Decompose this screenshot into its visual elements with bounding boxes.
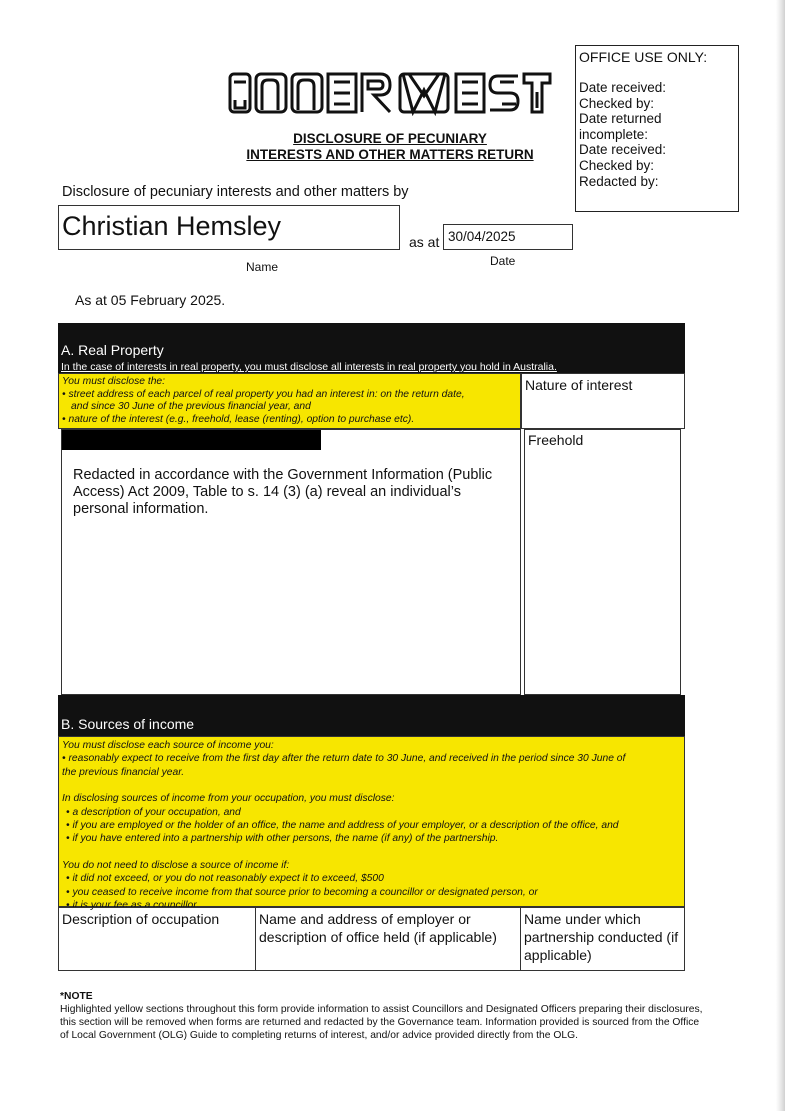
guidance-line: • reasonably expect to receive from the first day after the return date to 30 June, and received in the period since 30 June of <box>62 753 626 765</box>
income-table-header <box>58 907 685 971</box>
section-b-guidance <box>58 736 685 912</box>
inner-west-logo <box>228 70 553 116</box>
guidance-line: • street address of each parcel of real property you had an interest in: on the return date, <box>62 388 465 400</box>
office-use-list <box>579 80 666 189</box>
name-label: Name <box>246 260 279 274</box>
form-title-line2: INTERESTS AND OTHER MATTERS RETURN <box>246 147 534 162</box>
guidance-line: You must disclose the: <box>62 376 166 387</box>
section-a-subtitle: In the case of interests in real property, you must disclose all interests in real property you hold in Australia. <box>61 361 557 373</box>
redaction-note: Redacted in accordance with the Government Information (Public Access) Act 2009, Table to s. 14 (3) (a) reveal an individual’s personal information. <box>73 467 493 517</box>
section-b-header <box>58 695 685 736</box>
date-label: Date <box>490 254 516 268</box>
intro-text: Disclosure of pecuniary interests and other matters by <box>62 184 409 200</box>
office-item: Checked by: <box>579 95 655 111</box>
occupation-column-header: Description of occupation <box>59 908 256 970</box>
partnership-column-header: Name under which partnership conducted (if applicable) <box>524 911 679 963</box>
form-title <box>180 131 600 163</box>
office-use-heading: OFFICE USE ONLY: <box>579 49 708 65</box>
guidance-line: You must disclose each source of income you: <box>62 740 274 751</box>
section-a-header <box>58 323 685 373</box>
section-a-guidance <box>58 373 521 429</box>
employer-column-header: Name and address of employer or description of office held (if applicable) <box>256 908 521 970</box>
as-of-date-text: As at 05 February 2025. <box>75 292 226 308</box>
as-at-label: as at <box>409 234 440 250</box>
form-title-line1: DISCLOSURE OF PECUNIARY <box>293 131 487 146</box>
office-use-box <box>575 45 739 212</box>
date-field[interactable] <box>443 224 573 250</box>
nature-of-interest-value: Freehold <box>528 432 584 448</box>
guidance-line: • nature of the interest (e.g., freehold, lease (renting), option to purchase etc). <box>62 413 415 425</box>
guidance-line: • if you have entered into a partnership with other persons, the name (if any) of the partnership. <box>66 833 499 845</box>
guidance-line: • a description of your occupation, and <box>66 806 241 818</box>
guidance-line: • it did not exceed, or you do not reasonably expect it to exceed, $500 <box>66 873 384 885</box>
logo-text: INNER WEST <box>228 70 235 71</box>
nature-of-interest-box[interactable] <box>524 429 681 695</box>
guidance-line: the previous financial year. <box>62 766 185 778</box>
redaction-bar <box>62 430 321 450</box>
guidance-line: • you ceased to receive income from that source prior to becoming a councillor or designated person, or <box>66 886 538 898</box>
footnote <box>60 990 710 1042</box>
guidance-line: and since 30 June of the previous financial year, and <box>71 401 311 412</box>
guidance-line: • it is your fee as a councillor. <box>66 900 200 912</box>
office-item: Date returned <box>579 111 662 127</box>
guidance-line: In disclosing sources of income from your occupation, you must disclose: <box>62 793 395 805</box>
name-value: Christian Hemsley <box>62 211 282 241</box>
guidance-line: • if you are employed or the holder of an office, the name and address of your employer, or a description of the office, and <box>66 820 619 832</box>
nature-of-interest-label: Nature of interest <box>525 377 633 393</box>
nature-of-interest-header <box>521 373 685 429</box>
footnote-text: Highlighted yellow sections throughout this form provide information to assist Councillors and Designated Officers preparing their disclosures, this section will be removed when forms are returned and redacted by the Governance team. Information provided is sourced from the Office of Local Government (OLG) Guide to completing returns of interest, and/or advice provided directly from the OLG. <box>60 1004 703 1041</box>
office-item: incomplete: <box>579 126 649 142</box>
guidance-line: You do not need to disclose a source of income if: <box>62 859 290 871</box>
office-item: Checked by: <box>579 157 655 173</box>
office-item: Date received: <box>579 142 667 158</box>
date-value: 30/04/2025 <box>448 229 516 244</box>
footnote-title: *NOTE <box>60 991 93 1002</box>
office-item: Redacted by: <box>579 173 659 189</box>
section-a-title: A. Real Property <box>61 342 164 358</box>
guidance-spacer <box>62 846 684 859</box>
property-address-box[interactable] <box>61 429 521 695</box>
office-item: Date received: <box>579 80 667 95</box>
guidance-spacer <box>62 779 684 792</box>
name-field[interactable] <box>58 205 400 250</box>
scan-edge-shadow <box>776 0 785 1111</box>
section-b-title: B. Sources of income <box>61 716 195 732</box>
